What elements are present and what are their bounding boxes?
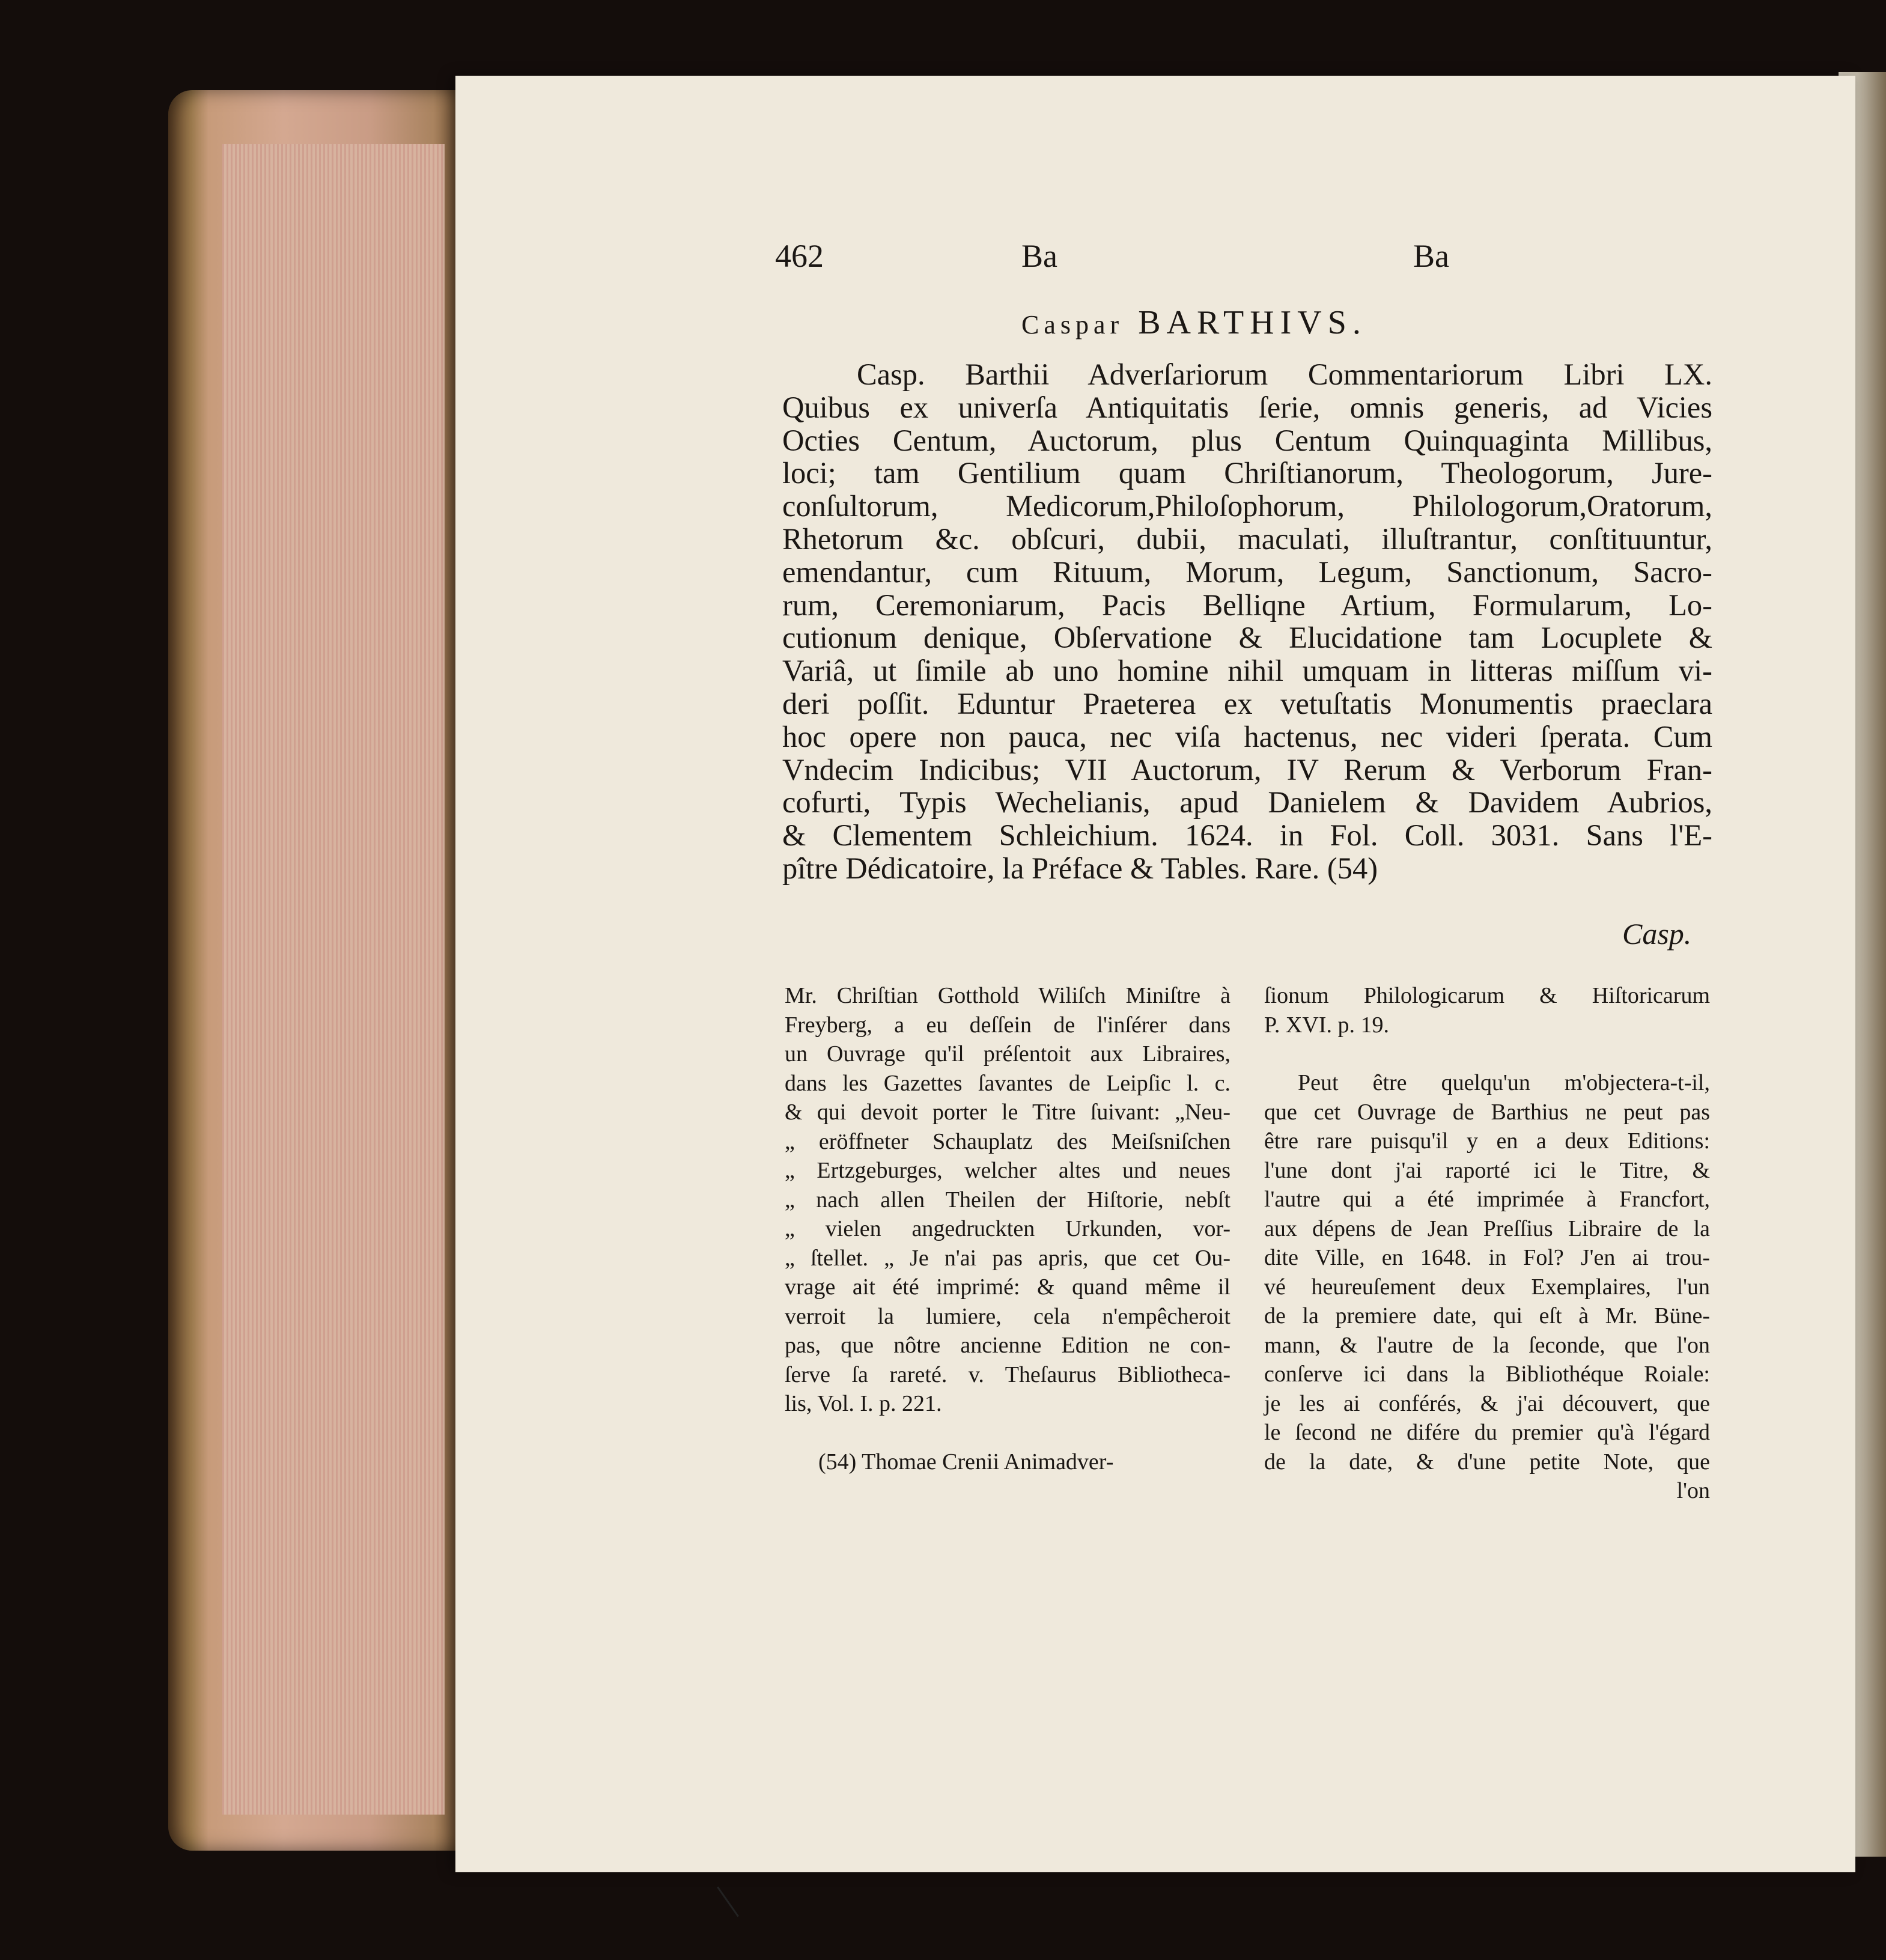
main-lines-line: Variâ, ut ſimile ab uno homine nihil umquam in litteras miſſum vi- — [782, 654, 1712, 688]
right-column-para-line: l'autre qui a été imprimée à Francfort, — [1264, 1187, 1710, 1212]
right-column-para-line: de la date, & d'une petite Note, que — [1264, 1449, 1710, 1475]
spacer — [1264, 1039, 1710, 1068]
left-column-line: Mr. Chriſtian Gotthold Wiliſch Miniſtre à — [785, 983, 1230, 1008]
main-lines-line: cutionum denique, Obſervatione & Elucidatione tam Locuplete & — [782, 621, 1712, 655]
right-column-para-line: de la premiere date, qui eſt à Mr. Büne- — [1264, 1303, 1710, 1328]
left-column-line: „ eröffneter Schauplatz des Meiſsniſchen — [785, 1128, 1230, 1154]
left-column-line: un Ouvrage qu'il préſentoit aux Libraires, — [785, 1041, 1230, 1067]
running-head-left: Ba — [1021, 238, 1057, 274]
right-column-para-line: Peut être quelqu'un m'objectera-t-il, — [1298, 1070, 1710, 1095]
right-column-para-line: être rare puisqu'il y en a deux Editions: — [1264, 1128, 1710, 1154]
fore-edge-pages — [222, 144, 445, 1815]
right-note-column — [1264, 981, 1710, 1506]
heading-first-name: Caspar — [1021, 310, 1124, 339]
right-column-para-line: vé heureuſement deux Exemplaires, l'un — [1264, 1274, 1710, 1300]
left-column-line: & qui devoit porter le Titre ſuivant: „Neu- — [785, 1100, 1230, 1125]
main-lines-line: Quibus ex univerſa Antiquitatis ſerie, omnis generis, ad Vicies — [782, 390, 1712, 424]
right-column-para-line: l'on — [1676, 1478, 1710, 1503]
page — [455, 76, 1855, 1872]
right-column-para-line: conſerve ici dans la Bibliothéque Roiale: — [1264, 1362, 1710, 1387]
main-lines-line: Casp. Barthii Adverſariorum Commentariorum Libri LX. — [857, 358, 1712, 391]
main-lines-line: cofurti, Typis Wechelianis, apud Danielem & Davidem Aubrios, — [782, 785, 1712, 820]
right-column-para-line: aux dépens de Jean Preſſius Libraire de la — [1264, 1216, 1710, 1241]
main-lines-line: Vndecim Indicibus; VII Auctorum, IV Rerum & Verborum Fran- — [782, 752, 1712, 787]
right-column-top-line: P. XVI. p. 19. — [1264, 1012, 1389, 1038]
right-column-para-line: l'une dont j'ai raporté ici le Titre, & — [1264, 1157, 1710, 1183]
main-lines-line: emendantur, cum Rituum, Morum, Legum, Sanctionum, Sacro- — [782, 555, 1712, 589]
main-lines-line: conſultorum, Medicorum,Philoſophorum, Philologorum,Oratorum, — [782, 489, 1712, 523]
left-column-line: „ ſtellet. „ Je n'ai pas apris, que cet Ou- — [785, 1245, 1230, 1271]
scan-mark — [717, 1887, 739, 1917]
running-head-right: Ba — [1413, 238, 1449, 274]
book-fore-edge — [168, 90, 457, 1851]
left-column-line: verroit la lumiere, cela n'empêcheroit — [785, 1303, 1230, 1329]
main-lines-line: hoc opere non pauca, nec viſa hactenus, nec videri ſperata. Cum — [782, 719, 1712, 753]
left-column-line: lis, Vol. I. p. 221. — [785, 1391, 942, 1416]
main-lines-line: pître Dédicatoire, la Préface & Tables. Rare. (54) — [782, 851, 1378, 885]
main-entry-text — [782, 358, 1712, 885]
entry-heading — [1021, 303, 1367, 342]
main-lines-line: Rhetorum &c. obſcuri, dubii, maculati, illuſtrantur, conſtituuntur, — [782, 522, 1712, 556]
footnote-54: (54) Thomae Crenii Animadver- — [818, 1449, 1114, 1475]
left-column-line: „ vielen angedruckten Urkunden, vor- — [785, 1216, 1230, 1241]
left-column-line: ſerve ſa rareté. v. Theſaurus Bibliotheca- — [785, 1362, 1230, 1387]
right-column-para-line: que cet Ouvrage de Barthius ne peut pas — [1264, 1099, 1710, 1125]
left-column-line: Freyberg, a eu deſſein de l'inſérer dans — [785, 1012, 1230, 1038]
right-column-para-line: le ſecond ne difére du premier qu'à l'égard — [1264, 1420, 1710, 1445]
left-column-line: dans les Gazettes ſavantes de Leipſic l. c. — [785, 1070, 1230, 1096]
left-column-line: „ nach allen Theilen der Hiſtorie, nebſt — [785, 1187, 1230, 1213]
left-note-column — [785, 981, 1230, 1476]
main-lines-line: deri poſſit. Eduntur Praeterea ex vetuſtatis Monumentis praeclara — [782, 686, 1712, 720]
main-lines-line: & Clementem Schleichium. 1624. in Fol. Coll. 3031. Sans l'E- — [782, 818, 1712, 853]
main-lines-line: rum, Ceremoniarum, Pacis Belliqne Artium, Formularum, Lo- — [782, 588, 1712, 622]
left-column-line: „ Ertzgeburges, welcher altes und neues — [785, 1158, 1230, 1183]
left-column-line: vrage ait été imprimé: & quand même il — [785, 1274, 1230, 1300]
main-lines-line: loci; tam Gentilium quam Chriſtianorum, Theologorum, Jure- — [782, 456, 1712, 490]
page-number: 462 — [775, 238, 824, 274]
right-column-top-line: ſionum Philologicarum & Hiſtoricarum — [1264, 983, 1710, 1008]
heading-surname: BARTHIVS. — [1138, 304, 1367, 341]
left-column-line: pas, que nôtre ancienne Edition ne con- — [785, 1333, 1230, 1358]
catchword: Casp. — [1622, 917, 1692, 951]
main-lines-line: Octies Centum, Auctorum, plus Centum Quinquaginta Millibus, — [782, 423, 1712, 457]
right-column-para-line: je les ai conférés, & j'ai découvert, que — [1264, 1390, 1710, 1416]
right-column-para-line: dite Ville, en 1648. in Fol? J'en ai trou- — [1264, 1245, 1710, 1270]
spacer — [785, 1419, 1230, 1447]
right-column-para-line: mann, & l'autre de la ſeconde, que l'on — [1264, 1332, 1710, 1358]
